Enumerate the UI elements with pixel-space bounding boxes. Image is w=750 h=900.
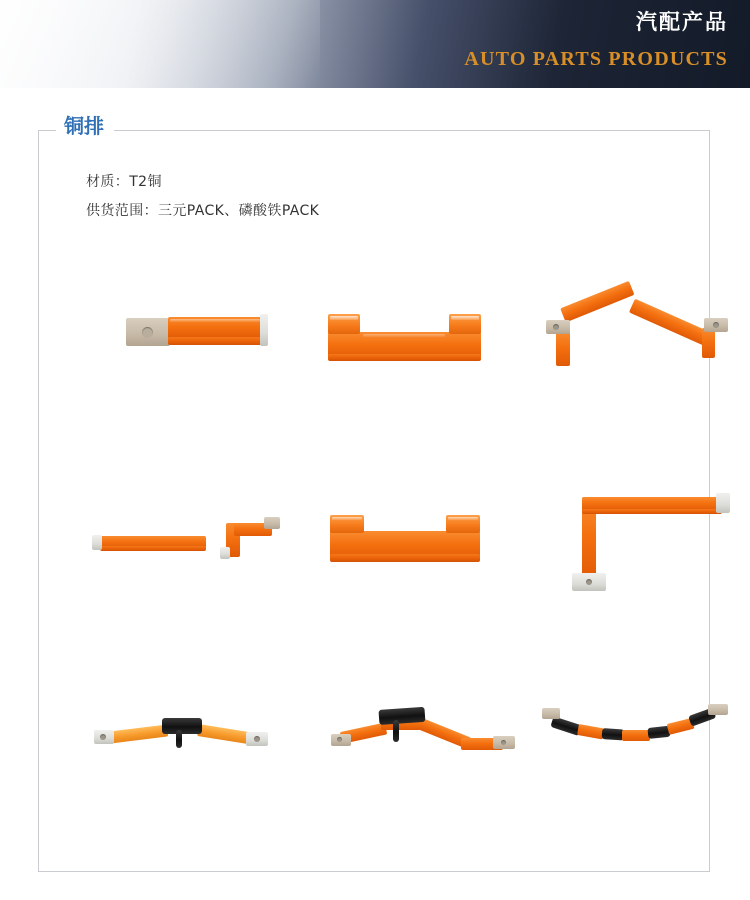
product-cell-7 — [48, 656, 271, 859]
busbar-illustration-6 — [516, 453, 739, 656]
busbar-illustration-3 — [516, 250, 739, 453]
product-cell-9 — [516, 656, 739, 859]
busbar-illustration-7 — [48, 656, 271, 859]
header-gloss — [0, 0, 320, 88]
product-cell-2 — [293, 250, 516, 453]
header-title-en: AUTO PARTS PRODUCTS — [464, 48, 728, 70]
product-grid — [40, 250, 710, 860]
busbar-illustration-1 — [70, 250, 293, 453]
busbar-illustration-9 — [516, 656, 739, 859]
section-title: 铜排 — [56, 112, 114, 140]
page-header — [0, 0, 750, 88]
product-cell-5 — [293, 453, 516, 656]
product-cell-8 — [293, 656, 516, 859]
product-cell-1 — [70, 250, 293, 453]
busbar-illustration-2 — [293, 250, 516, 453]
product-cell-4 — [48, 453, 271, 656]
spec-supply-range: 供货范围：三元PACK、磷酸铁PACK — [86, 203, 320, 219]
spec-material: 材质：T2铜 — [86, 174, 162, 190]
busbar-illustration-4 — [48, 453, 271, 656]
busbar-illustration-8 — [293, 656, 516, 859]
product-cell-6 — [516, 453, 739, 656]
header-title-cn: 汽配产品 — [636, 10, 728, 34]
product-cell-3 — [516, 250, 739, 453]
busbar-illustration-5 — [293, 453, 516, 656]
